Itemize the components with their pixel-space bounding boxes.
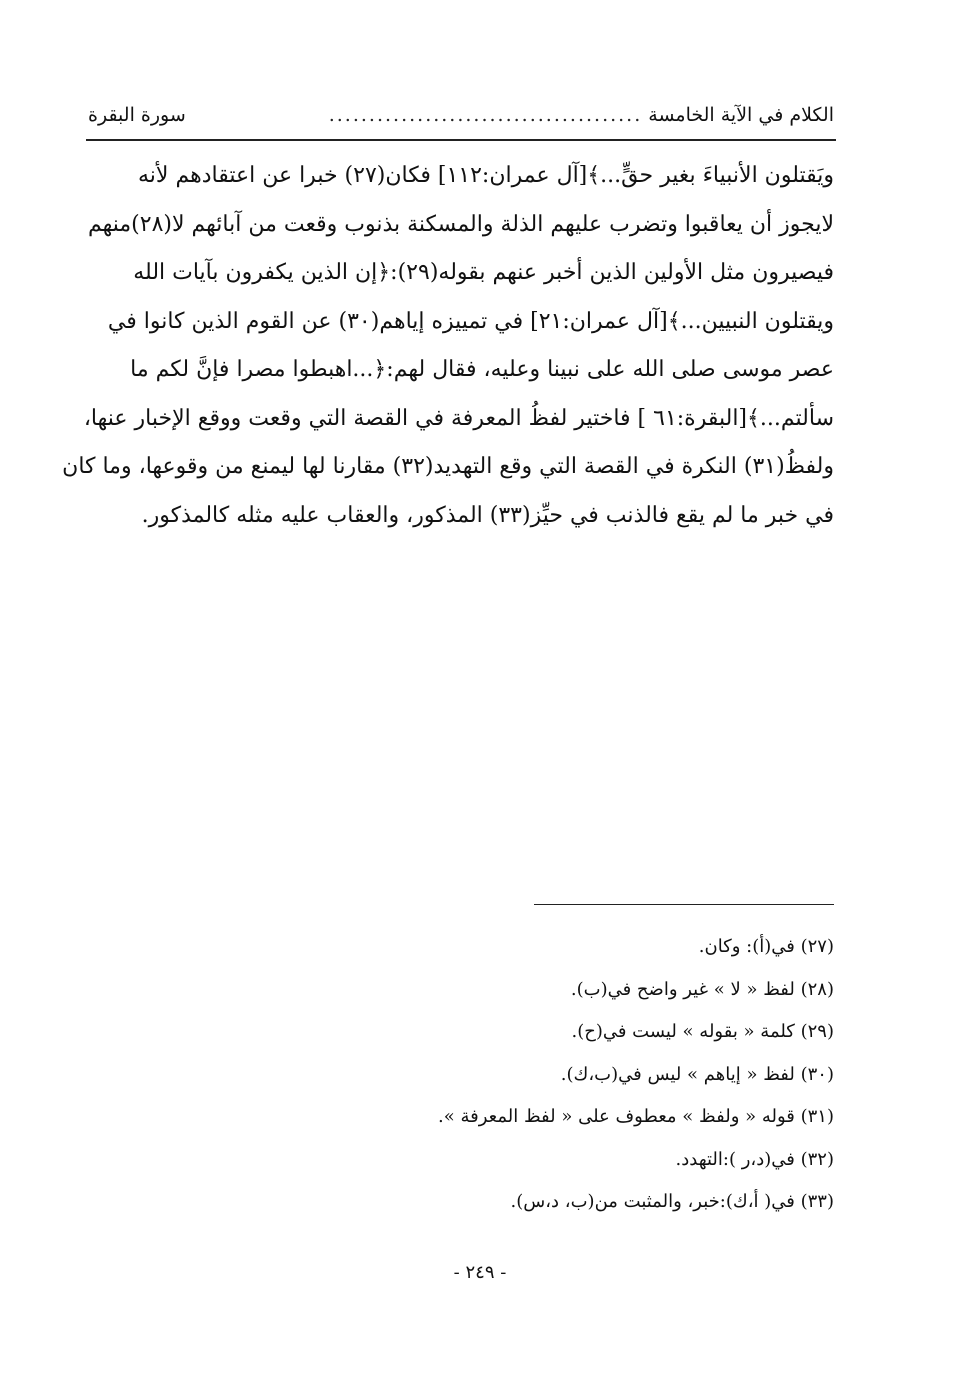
- header-divider: [86, 139, 836, 141]
- text-line: ويَقتلون الأنبياءَ بغير حقٍّ...﴾[آل عمران:١١٢] فكان(٢٧) خبرا عن اعتقادهم لأنه: [138, 163, 834, 188]
- text-line: ولفظُ(٣١) النكرة في القصة التي وقع التهديد(٣٢) مقارنا لها ليمنع من وقوعها، وما كان: [62, 454, 834, 479]
- header-surah-title: سورة البقرة: [88, 104, 186, 126]
- footnote-30: (٣٠) لفظ « إياهم » ليس في(ب،ك).: [560, 1063, 834, 1085]
- text-line: فيصيرون مثل الأولين الذين أخبر عنهم بقوله(٢٩):﴿إن الذين يكفرون بآيات الله: [133, 260, 834, 285]
- text-line: لايجوز أن يعاقبوا وتضرب عليهم الذلة والمسكنة بذنوب وقعت من آبائهم لا(٢٨)منهم: [87, 211, 834, 237]
- footnote-32: (٣٢) في(د،ر ):التهدد.: [675, 1148, 834, 1170]
- footnote-28: (٢٨) لفظ « لا » غير واضح في(ب).: [570, 978, 834, 1000]
- footnote-divider: [534, 904, 834, 905]
- text-line: ويقتلون النبيين...﴾[آل عمران:٢١] في تمييزه إياهم(٣٠) عن القوم الذين كانوا في: [107, 308, 834, 334]
- footnote-31: (٣١) قوله « ولفظ » معطوف على « لفظ المعرفة ».: [438, 1106, 834, 1127]
- text-line: سألتم...﴾[البقرة:٦١ ] فاختير لفظُ المعرفة في القصة التي وقعت ووقع الإخبار عنها،: [83, 405, 834, 431]
- footnotes: [300, 926, 834, 1224]
- main-text: [62, 152, 834, 540]
- footnote-33: (٣٣) في( أ،ك):خبر، والمثبت من(ب، د،س).: [510, 1191, 834, 1212]
- footnote-29: (٢٩) كلمة « بقوله » ليست في(ح).: [571, 1021, 834, 1042]
- header-leader-dots: .......................................: [328, 104, 643, 126]
- text-line: في خبر ما لم يقع فالذنب في حيِّز(٣٣) المذكور، والعقاب عليه مثله كالمذكور.: [141, 502, 834, 528]
- header-section-title: الكلام في الآية الخامسة: [648, 104, 834, 126]
- page-number: - ٢٤٩ -: [453, 1262, 507, 1283]
- text-line: عصر موسى صلى الله على نبينا وعليه، فقال لهم:﴿...اهبطوا مصرا فإنَّ لكم ما: [130, 357, 834, 382]
- running-header: [88, 104, 834, 126]
- footnote-27: (٢٧) في(أ): وكان.: [698, 936, 834, 957]
